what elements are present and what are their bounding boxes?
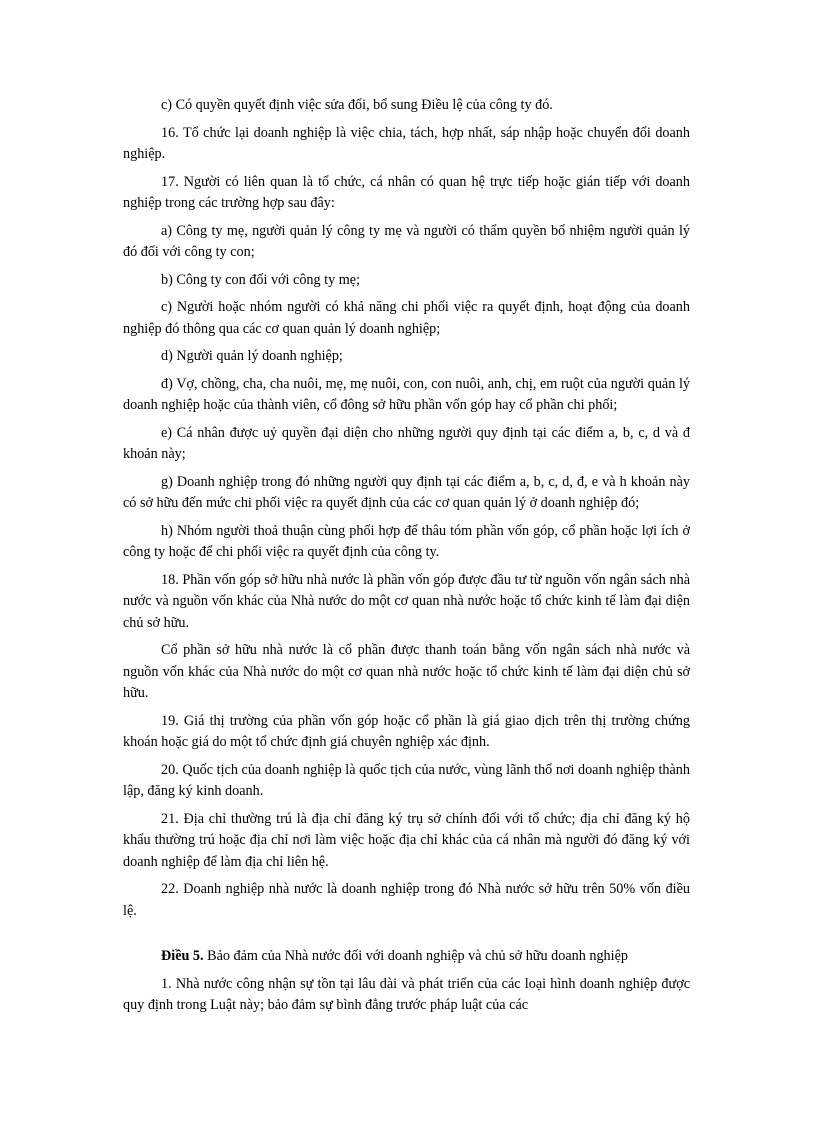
document-body (123, 95, 690, 1023)
article-5-label: Điều 5. (161, 948, 204, 964)
clause-17c: c) Người hoặc nhóm người có khả năng chi phối việc ra quyết định, hoạt động của doanh nghiệp đó thông qua các cơ quan quản lý doanh nghiệp; (123, 299, 690, 337)
clause-19-market-price: 19. Giá thị trường của phần vốn góp hoặc cổ phần là giá giao dịch trên thị trường chứng khoán hoặc giá do một tổ chức định giá chuyên nghiệp xác định. (123, 712, 690, 750)
clause-17-related-persons: 17. Người có liên quan là tổ chức, cá nhân có quan hệ trực tiếp hoặc gián tiếp với doanh nghiệp trong các trường hợp sau đây: (123, 173, 690, 211)
clause-c-amend-charter: c) Có quyền quyết định việc sửa đổi, bổ sung Điều lệ của công ty đó. (161, 97, 553, 113)
clause-17b: b) Công ty con đối với công ty mẹ; (161, 271, 361, 288)
article-5-heading (123, 946, 690, 968)
clause-17e: e) Cá nhân được uỷ quyền đại diện cho những người quy định tại các điểm a, b, c, d và đ khoản này; (123, 424, 690, 462)
clause-20-nationality: 20. Quốc tịch của doanh nghiệp là quốc tịch của nước, vùng lãnh thổ nơi doanh nghiệp thành lập, đăng ký kinh doanh. (123, 761, 690, 799)
clause-16-reorganization: 16. Tổ chức lại doanh nghiệp là việc chia, tách, hợp nhất, sáp nhập hoặc chuyển đổi doanh nghiệp. (123, 124, 690, 162)
clause-22-state-enterprise: 22. Doanh nghiệp nhà nước là doanh nghiệp trong đó Nhà nước sở hữu trên 50% vốn điều lệ. (123, 881, 690, 919)
clause-21-address: 21. Địa chỉ thường trú là địa chỉ đăng ký trụ sở chính đối với tổ chức; địa chỉ đăng ký hộ khẩu thường trú hoặc địa chỉ nơi làm việc hoặc địa chỉ khác của cá nhân mà người đó đăng ký với doanh nghiệp để làm địa chỉ liên hệ. (123, 810, 690, 870)
clause-17a: a) Công ty mẹ, người quản lý công ty mẹ và người có thẩm quyền bổ nhiệm người quản lý đó đối với công ty con; (123, 222, 690, 260)
clause-17h: h) Nhóm người thoả thuận cùng phối hợp để thâu tóm phần vốn góp, cổ phần hoặc lợi ích ở công ty hoặc để chi phối việc ra quyết định của công ty. (123, 522, 690, 560)
clause-17dd: đ) Vợ, chồng, cha, cha nuôi, mẹ, mẹ nuôi, con, con nuôi, anh, chị, em ruột của người quản lý doanh nghiệp hoặc của thành viên, cổ đông sở hữu phần vốn góp hay cổ phần chi phối; (123, 375, 690, 413)
clause-17g: g) Doanh nghiệp trong đó những người quy định tại các điểm a, b, c, d, đ, e và h khoản này có sở hữu đến mức chi phối việc ra quyết định của các cơ quan quản lý ở doanh nghiệp đó; (123, 473, 690, 511)
clause-18-state-shares: Cổ phần sở hữu nhà nước là cổ phần được thanh toán bằng vốn ngân sách nhà nước và nguồn vốn khác của Nhà nước do một cơ quan nhà nước hoặc tổ chức kinh tế làm đại diện chủ sở hữu. (123, 642, 690, 701)
clause-17d: d) Người quản lý doanh nghiệp; (161, 348, 343, 364)
article-5-title: Bảo đảm của Nhà nước đối với doanh nghiệp và chủ sở hữu doanh nghiệp (203, 948, 628, 964)
article-5-clause-1: 1. Nhà nước công nhận sự tồn tại lâu dài và phát triển của các loại hình doanh nghiệp được quy định trong Luật này; bảo đảm sự bình đẳng trước pháp luật của các (123, 975, 690, 1013)
clause-18-state-capital: 18. Phần vốn góp sở hữu nhà nước là phần vốn góp được đầu tư từ nguồn vốn ngân sách nhà nước và nguồn vốn khác của Nhà nước do một cơ quan nhà nước hoặc tổ chức kinh tế làm đại diện chủ sở hữu. (123, 571, 690, 631)
